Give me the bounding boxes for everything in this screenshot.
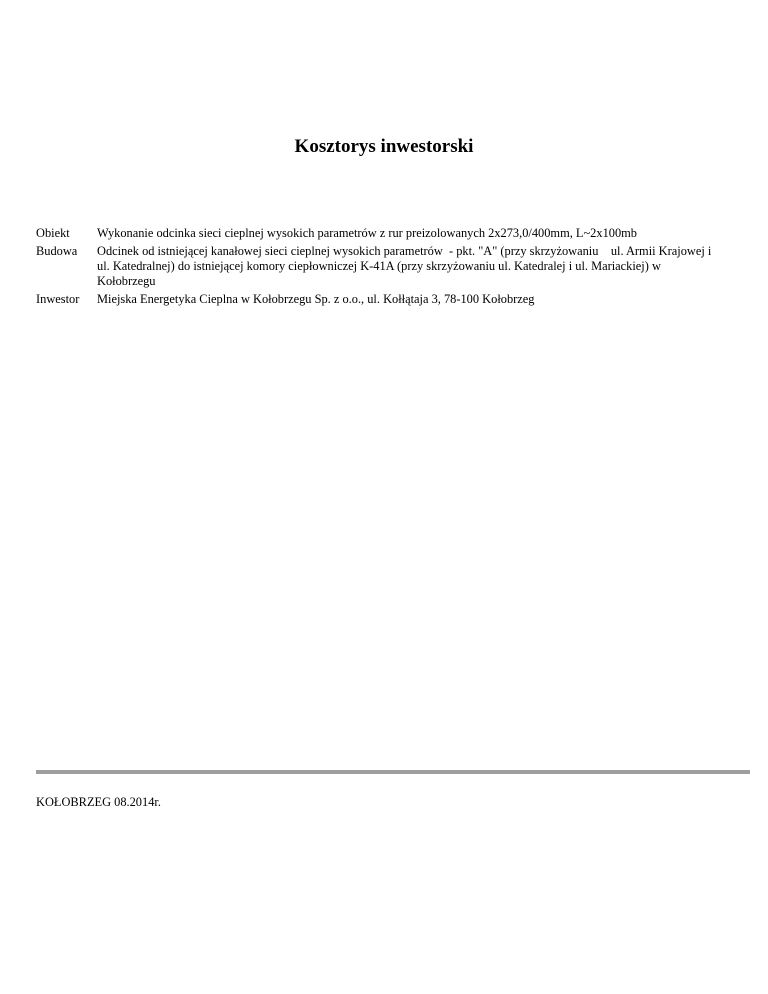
budowa-value-line-2: ul. Katedralnej) do istniejącej komory ciepłowniczej K-41A (przy skrzyżowaniu ul. Katedralej i ul. Mariackiej) w: [97, 259, 661, 273]
inwestor-label: Inwestor: [36, 292, 80, 306]
info-row-budowa: [36, 244, 750, 289]
inwestor-value: Miejska Energetyka Cieplna w Kołobrzegu Sp. z o.o., ul. Kołłątaja 3, 78-100 Kołobrzeg: [97, 292, 535, 306]
page-title: Kosztorys inwestorski: [294, 136, 474, 157]
budowa-value-line-3: Kołobrzegu: [97, 274, 156, 288]
obiekt-value: Wykonanie odcinka sieci cieplnej wysokich parametrów z rur preizolowanych 2x273,0/400mm, L~2x100mb: [97, 226, 637, 240]
budowa-label: Budowa: [36, 244, 78, 258]
info-row-obiekt: [36, 226, 750, 241]
place-date: KOŁOBRZEG 08.2014r.: [36, 795, 161, 809]
budowa-value-line-1: Odcinek od istniejącej kanałowej sieci cieplnej wysokich parametrów - pkt. "A" (przy skrzyżowaniu ul. Armii Krajowej i: [97, 244, 712, 258]
info-row-inwestor: [36, 292, 750, 307]
info-table: [36, 226, 750, 310]
obiekt-label: Obiekt: [36, 226, 70, 240]
budowa-value: [97, 244, 750, 289]
footer-separator: [36, 770, 750, 774]
